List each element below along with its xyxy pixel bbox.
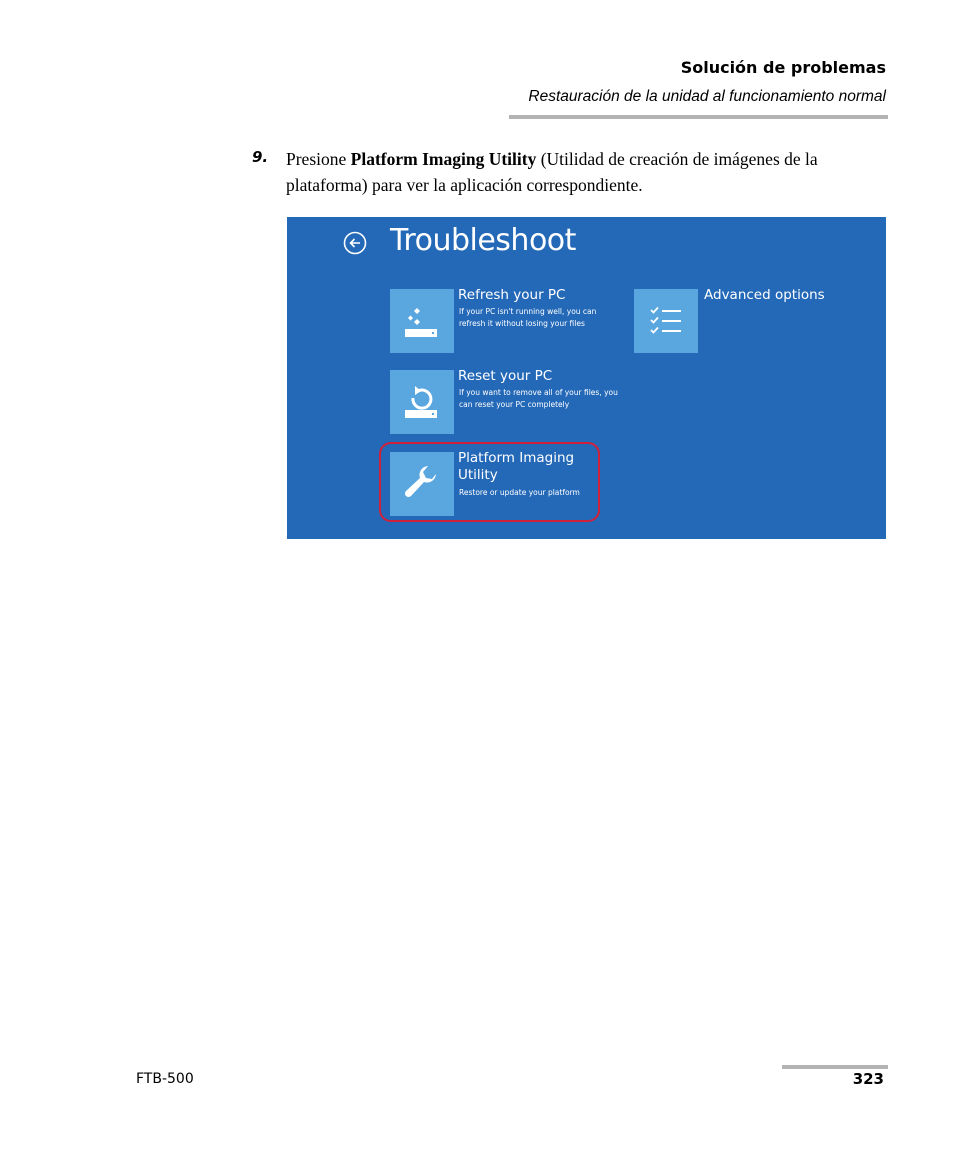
refresh-pc-label[interactable]: Refresh your PC: [458, 287, 566, 303]
section-title: Solución de problemas: [680, 58, 886, 77]
section-subtitle: Restauración de la unidad al funcionamiento normal: [528, 88, 886, 105]
step-instruction: [286, 146, 886, 198]
refresh-icon[interactable]: [390, 289, 454, 353]
reset-pc-label[interactable]: Reset your PC: [458, 368, 553, 384]
step-number: 9.: [252, 148, 269, 166]
refresh-pc-description: If your PC isn't running well, you can refresh it without losing your files: [459, 307, 597, 328]
checklist-icon[interactable]: [634, 289, 698, 353]
header-divider: [509, 115, 888, 119]
step-bold-term: Platform Imaging Utility: [350, 149, 537, 169]
reset-pc-description: If you want to remove all of your files, you can reset your PC completely: [459, 388, 618, 409]
back-arrow-icon[interactable]: [343, 231, 367, 255]
troubleshoot-screenshot: [287, 217, 886, 539]
footer-divider: [782, 1065, 888, 1069]
step-text-after: (Utilidad de creación de imágenes de la plataforma) para ver la aplicación correspondiente.: [286, 149, 818, 195]
selection-highlight: [379, 442, 600, 522]
step-text-before: Presione: [286, 149, 351, 169]
footer-product: FTB-500: [136, 1071, 194, 1087]
advanced-options-label[interactable]: Advanced options: [704, 287, 825, 303]
platform-imaging-utility-label[interactable]: Platform Imaging Utility: [458, 450, 575, 483]
screen-title: Troubleshoot: [390, 223, 576, 258]
platform-imaging-utility-description: Restore or update your platform: [459, 488, 580, 497]
reset-icon[interactable]: [390, 370, 454, 434]
page-number: 323: [852, 1070, 884, 1088]
